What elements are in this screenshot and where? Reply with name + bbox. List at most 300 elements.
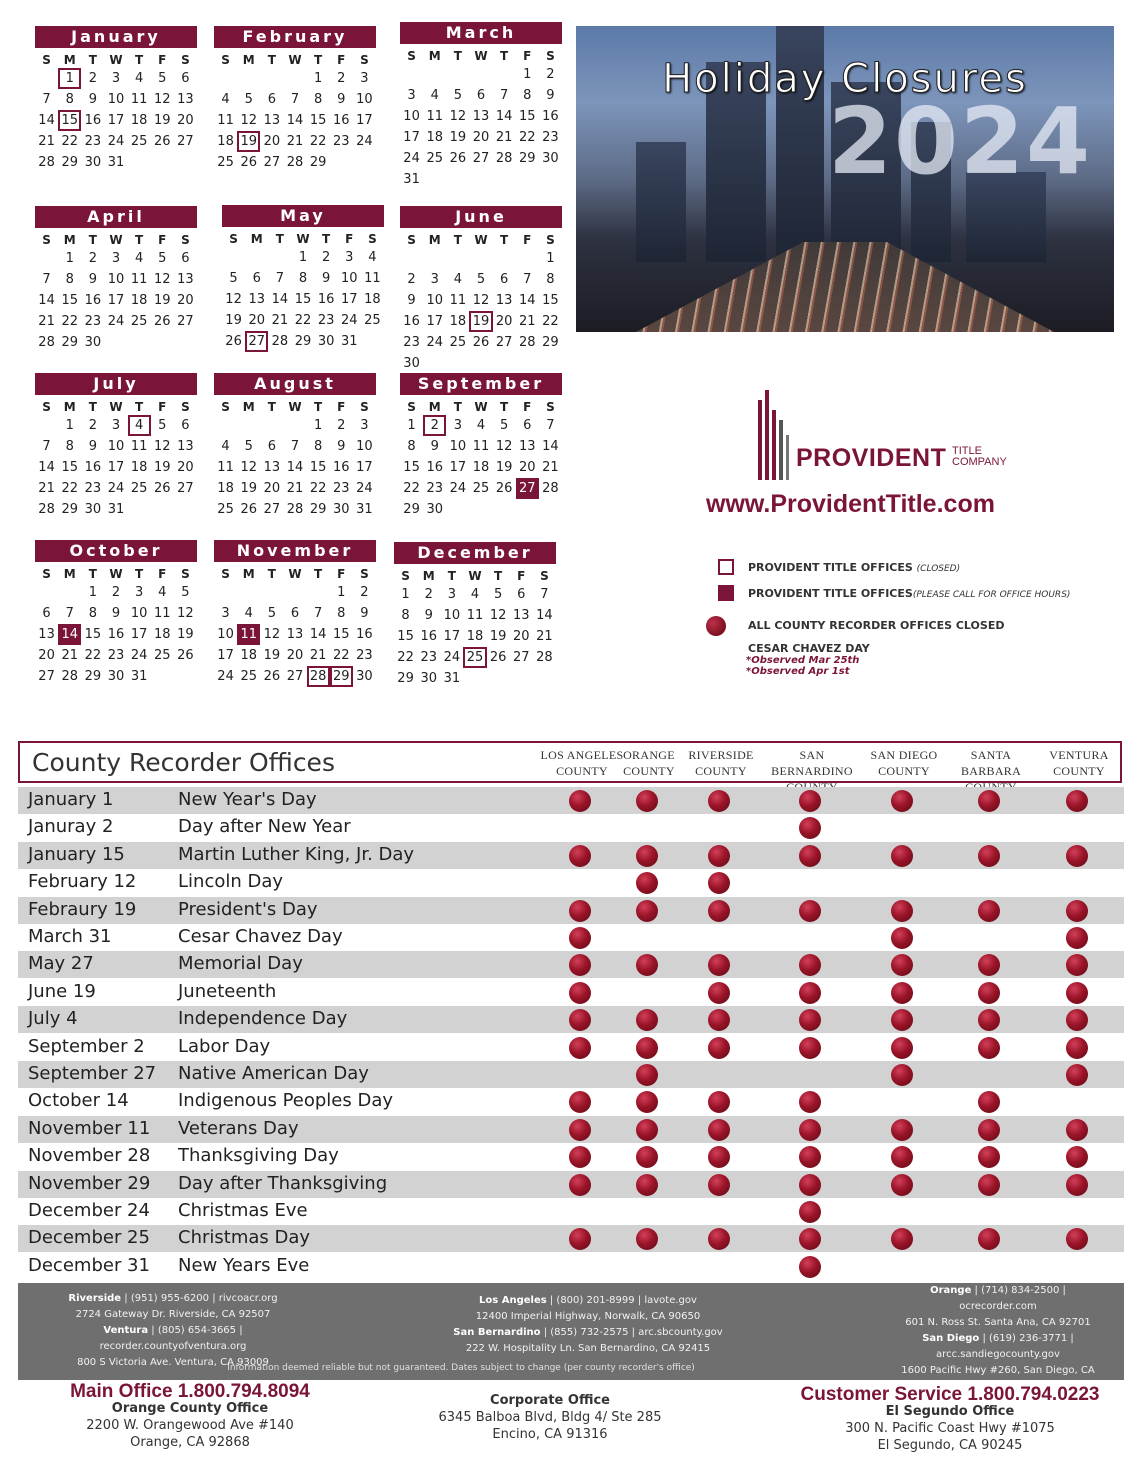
calendar-week (222, 268, 384, 289)
calendar-day: 4 (430, 88, 439, 103)
calendar-day: 24 (449, 481, 467, 496)
calendar-day: 11 (130, 439, 148, 454)
calendar-day: 28 (286, 502, 304, 517)
calendar-week (35, 311, 197, 332)
calendar-day: 10 (107, 272, 125, 287)
table-row (18, 1198, 1124, 1225)
holiday-name: Lincoln Day (178, 871, 284, 893)
calendar-day: 5 (499, 418, 509, 433)
calendar-day: 24 (107, 134, 125, 149)
calendar-day: 14 (536, 608, 553, 623)
calendar-day: 7 (65, 606, 74, 621)
calendar-day: 13 (177, 92, 194, 107)
month-title: February (214, 26, 376, 48)
calendar-week (35, 68, 197, 89)
closed-dot-icon (891, 982, 913, 1004)
calendar-day: 20 (177, 113, 194, 128)
calendar-day: 7 (499, 88, 509, 103)
calendar-day: 15 (84, 627, 102, 642)
calendar-day: 3 (345, 250, 354, 265)
calendar-day: 30 (426, 502, 443, 517)
calendar-day: 16 (426, 460, 443, 475)
table-row (18, 1116, 1124, 1143)
calendar-day: 20 (513, 629, 530, 644)
calendar-day: 31 (107, 155, 125, 170)
column-header: RIVERSIDE COUNTY (688, 748, 754, 778)
holiday-name: Cesar Chavez Day (178, 926, 343, 947)
calendar-day: 18 (426, 130, 443, 145)
calendar-day: 30 (333, 502, 350, 517)
calendar-day: 10 (107, 92, 125, 107)
calendar-day: 8 (298, 271, 308, 286)
calendar-day: 16 (107, 627, 125, 642)
calendar-day: 3 (447, 587, 456, 602)
calendar-day: 29 (309, 502, 327, 517)
calendar-day: 1 (58, 68, 81, 89)
closed-dot-icon (799, 817, 821, 839)
calendar-day: 28 (38, 155, 55, 170)
calendar-day: 5 (267, 606, 276, 621)
holiday-name: New Year's Day (178, 789, 317, 810)
calendar-day: 28 (271, 334, 289, 349)
calendar-day: 19 (469, 311, 492, 332)
calendar-day: 24 (443, 650, 461, 665)
calendar-day: 25 (240, 669, 257, 684)
calendar-day: 8 (65, 272, 74, 287)
calendar-day: 22 (309, 481, 327, 496)
calendar-day: 4 (470, 587, 480, 602)
calendar-day: 23 (542, 130, 559, 145)
calendar-day: 5 (229, 271, 238, 286)
calendar-day: 16 (333, 460, 350, 475)
closed-dot-icon (569, 900, 591, 922)
calendar-week (214, 415, 376, 436)
calendar-day: 3 (134, 585, 144, 600)
calendar-week (35, 582, 197, 603)
calendar-day: 21 (542, 460, 559, 475)
calendar-day: 18 (130, 460, 148, 475)
calendar-day: 17 (130, 627, 148, 642)
table-header (18, 741, 1122, 783)
column-header: SAN BERNARDINO (771, 748, 853, 778)
calendar-day: 28 (519, 335, 536, 350)
calendar-day: 17 (217, 648, 234, 663)
holiday-name: Christmas Day (178, 1227, 311, 1249)
calendar-day: 22 (309, 134, 327, 149)
month-title: January (35, 26, 197, 48)
calendar-day: 30 (403, 356, 420, 371)
calendar-day: 29 (403, 502, 420, 517)
red-dot-icon (706, 616, 726, 636)
calendar-day: 3 (407, 88, 416, 103)
calendar-day: 6 (267, 439, 276, 454)
calendar-day: 22 (519, 130, 536, 145)
holiday-name: New Years Eve (178, 1254, 310, 1276)
calendar-day: 17 (107, 460, 125, 475)
calendar-day: 14 (271, 292, 289, 307)
calendar-day: 19 (154, 460, 171, 475)
closed-dot-icon (978, 845, 1000, 867)
month-november (214, 540, 376, 687)
calendar-day: 9 (88, 272, 97, 287)
closed-dot-icon (891, 1037, 913, 1059)
closed-dot-icon (891, 1174, 913, 1196)
holiday-date: January 1 (28, 789, 114, 810)
weekday-header: S M T W T F S (407, 400, 555, 414)
calendar-day: 7 (42, 272, 51, 287)
calendar-day: 5 (244, 439, 253, 454)
closed-dot-icon (799, 845, 821, 867)
closed-dot-icon (636, 1174, 658, 1196)
calendar-day: 21 (61, 648, 78, 663)
calendar-day: 7 (42, 92, 51, 107)
closed-dot-icon (891, 790, 913, 812)
calendar-day: 23 (403, 335, 420, 350)
closed-dot-icon (569, 1174, 591, 1196)
calendar-day: 14 (286, 460, 304, 475)
calendar-week (400, 148, 562, 169)
closed-dot-icon (978, 1174, 1000, 1196)
calendar-day: 29 (61, 155, 78, 170)
calendar-day: 26 (495, 481, 513, 496)
calendar-day: 22 (333, 648, 350, 663)
calendar-day: 2 (337, 418, 346, 433)
calendar-day: 27 (513, 650, 530, 665)
closed-dot-icon (978, 1119, 1000, 1141)
calendar-day: 29 (542, 335, 559, 350)
legend-call: PROVIDENT TITLE OFFICES(PLEASE CALL FOR OFFICE HOURS) (718, 584, 1118, 610)
holiday-name: Veterans Day (178, 1117, 299, 1139)
closed-dot-icon (569, 1091, 591, 1113)
calendar-day: 25 (217, 502, 234, 517)
calendar-day: 4 (476, 418, 486, 433)
weekday-header: S M T W T F S (42, 233, 190, 247)
provident-logo (754, 388, 1034, 488)
closed-dot-icon (978, 1009, 1000, 1031)
table-row (18, 1143, 1124, 1170)
footer-mid: Los Angeles | (800) 201-8999 | lavote.gov 12400 Imperial Highway, Norwalk, CA 90650 San Bernardino | (855) 732-2575 | arc.sbcounty.gov 222 W. Hospitality Ln. San Bernardino, CA 92415 (453, 1295, 723, 1354)
calendar-day: 28 (38, 502, 55, 517)
calendar-day: 26 (154, 481, 171, 496)
calendar-day: 28 (61, 669, 78, 684)
calendar-day: 30 (84, 335, 102, 350)
closed-dot-icon (978, 1146, 1000, 1168)
calendar-day: 18 (472, 460, 490, 475)
calendar-week (214, 478, 376, 499)
calendar-week (400, 457, 562, 478)
calendar-day: 18 (130, 293, 148, 308)
calendar-day: 26 (154, 314, 171, 329)
calendar-day: 26 (449, 151, 467, 166)
calendar-day: 9 (337, 92, 346, 107)
closed-dot-icon (708, 900, 730, 922)
calendar-day: 17 (341, 292, 358, 307)
calendar-day: 19 (449, 130, 467, 145)
calendar-day: 19 (154, 113, 171, 128)
calendar-day: 24 (130, 648, 148, 663)
month-title: May (222, 205, 384, 227)
closed-dot-icon (891, 927, 913, 949)
calendar-day: 16 (84, 460, 102, 475)
calendar-day: 2 (546, 67, 555, 82)
month-february (214, 26, 376, 173)
closed-dot-icon (1066, 982, 1088, 1004)
closed-dot-icon (708, 790, 730, 812)
calendar-day: 14 (309, 627, 327, 642)
calendar-week (35, 131, 197, 152)
calendar-day: 17 (107, 293, 125, 308)
calendar-week (394, 584, 556, 605)
calendar-day: 22 (61, 481, 78, 496)
closed-dot-icon (978, 954, 1000, 976)
calendar-day: 3 (111, 71, 121, 86)
calendar-day: 1 (298, 250, 308, 265)
calendar-day: 27 (263, 502, 281, 517)
calendar-week (400, 106, 562, 127)
holiday-date: February 12 (28, 871, 137, 893)
calendar-day: 9 (546, 88, 555, 103)
calendar-day: 1 (407, 418, 416, 433)
county-contacts (18, 1283, 1124, 1380)
closed-dot-icon (1066, 900, 1088, 922)
calendar-day: 12 (240, 113, 257, 128)
calendar-day: 8 (313, 92, 323, 107)
calendar-day: 13 (263, 113, 281, 128)
closed-dot-icon (799, 900, 821, 922)
calendar-day: 1 (88, 585, 97, 600)
closed-dot-icon (708, 1091, 730, 1113)
holiday-name: Labor Day (178, 1035, 271, 1057)
closed-dot-icon (891, 1009, 913, 1031)
calendar-day: 17 (356, 113, 373, 128)
calendar-day: 13 (513, 608, 530, 623)
calendar-week (214, 624, 376, 645)
calendar-day: 26 (240, 502, 257, 517)
filled-box-icon (718, 585, 734, 601)
weekday-header: S M T W T F S (407, 233, 555, 247)
calendar-day: 23 (356, 648, 373, 663)
calendar-day: 3 (111, 251, 121, 266)
calendar-day: 24 (356, 481, 373, 496)
calendar-day: 15 (333, 627, 350, 642)
calendar-day: 9 (337, 439, 346, 454)
calendar-week (214, 131, 376, 152)
calendar-day: 12 (154, 92, 171, 107)
calendar-day: 17 (426, 314, 443, 329)
holiday-date: December 31 (28, 1254, 150, 1276)
calendar-week (394, 626, 556, 647)
closed-dot-icon (708, 1009, 730, 1031)
calendar-week (222, 331, 384, 352)
calendar-day: 7 (42, 439, 51, 454)
calendar-day: 28 (542, 481, 559, 496)
calendar-day: 10 (130, 606, 148, 621)
closed-dot-icon (569, 927, 591, 949)
calendar-week (35, 457, 197, 478)
holiday-name: Independence Day (178, 1008, 348, 1030)
calendar-week (400, 248, 562, 269)
calendar-week (35, 152, 197, 173)
closed-dot-icon (1066, 790, 1088, 812)
holiday-date: Januray 2 (28, 816, 114, 838)
calendar-day: 7 (275, 271, 284, 286)
month-may (222, 205, 384, 352)
table-title: County Recorder Offices (32, 748, 335, 777)
closed-dot-icon (708, 982, 730, 1004)
calendar-day: 5 (493, 587, 503, 602)
calendar-day: 11 (364, 271, 381, 286)
calendar-week (214, 152, 376, 173)
calendar-day: 13 (519, 439, 536, 454)
closed-dot-icon (1066, 927, 1088, 949)
calendar-day: 12 (154, 439, 171, 454)
calendar-week (222, 289, 384, 310)
closed-dot-icon (636, 1091, 658, 1113)
closed-dot-icon (799, 1091, 821, 1113)
calendar-day: 26 (263, 669, 281, 684)
website-link[interactable]: www.ProvidentTitle.com (706, 490, 995, 518)
column-header: ORANGE COUNTY (623, 748, 675, 778)
calendar-day: 27 (495, 335, 513, 350)
calendar-day: 29 (397, 671, 414, 686)
closed-dot-icon (1066, 1119, 1088, 1141)
calendar-day: 20 (286, 648, 304, 663)
calendar-day: 15 (519, 109, 536, 124)
calendar-week (35, 645, 197, 666)
calendar-week (400, 127, 562, 148)
calendar-day: 20 (263, 134, 281, 149)
calendar-week (214, 645, 376, 666)
calendar-day: 29 (84, 669, 102, 684)
closed-dot-icon (978, 900, 1000, 922)
legend-observed-2: *Observed Apr 1st (746, 666, 850, 677)
customer-service: Customer Service 1.800.794.0223 El Segundo Office 300 N. Pacific Coast Hwy #1075 El Segundo, CA 90245 (780, 1386, 1120, 1454)
calendar-day: 14 (58, 624, 81, 645)
table-row (18, 951, 1124, 978)
table-row (18, 1171, 1124, 1198)
calendar-day: 23 (333, 481, 350, 496)
calendar-day: 10 (107, 439, 125, 454)
weekday-header: S M T W T F S (407, 49, 555, 63)
calendar-day: 3 (111, 418, 121, 433)
calendar-day: 1 (401, 587, 410, 602)
calendar-day: 20 (263, 481, 281, 496)
legend (718, 558, 1118, 677)
closed-dot-icon (708, 1174, 730, 1196)
calendar-day: 25 (472, 481, 490, 496)
calendar-day: 15 (61, 460, 78, 475)
table-row (18, 1088, 1124, 1115)
calendar-week (400, 85, 562, 106)
calendar-day: 6 (181, 71, 190, 86)
calendar-day: 28 (38, 335, 55, 350)
calendar-day: 19 (177, 627, 194, 642)
calendar-day: 1 (65, 418, 74, 433)
calendar-week (35, 248, 197, 269)
closed-dot-icon (569, 1146, 591, 1168)
weekday-header: S M T W T F S (42, 567, 190, 581)
holiday-name: Christmas Eve (178, 1200, 308, 1221)
calendar-week (35, 478, 197, 499)
calendar-day: 5 (158, 71, 167, 86)
calendar-day: 18 (217, 481, 234, 496)
calendar-week (400, 311, 562, 332)
calendar-day: 21 (271, 313, 289, 328)
calendar-day: 15 (61, 293, 78, 308)
calendar-day: 29 (519, 151, 536, 166)
calendar-day: 21 (286, 481, 304, 496)
closed-dot-icon (978, 790, 1000, 812)
calendar-day: 10 (356, 439, 373, 454)
calendar-day: 24 (217, 669, 234, 684)
weekday-header: S M T W T F S (401, 569, 549, 583)
calendar-day: 25 (449, 335, 467, 350)
calendar-day: 4 (221, 439, 230, 454)
calendar-day: 18 (364, 292, 381, 307)
closed-dot-icon (1066, 1174, 1088, 1196)
calendar-day: 8 (313, 439, 323, 454)
calendar-day: 14 (38, 460, 55, 475)
calendar-day: 1 (546, 251, 555, 266)
calendar-day: 27 (177, 134, 194, 149)
calendar-day: 1 (313, 418, 323, 433)
calendar-day: 16 (317, 292, 335, 307)
calendar-day: 18 (449, 314, 467, 329)
calendar-day: 13 (263, 460, 281, 475)
calendar-day: 8 (523, 88, 532, 103)
calendar-day: 20 (177, 293, 194, 308)
calendar-day: 24 (426, 335, 443, 350)
calendar-week (214, 436, 376, 457)
closed-dot-icon (978, 982, 1000, 1004)
weekday-header: S M T W T F S (221, 400, 369, 414)
closed-dot-icon (569, 1228, 591, 1250)
calendar-day: 19 (263, 648, 281, 663)
holiday-date: November 28 (28, 1145, 151, 1167)
calendar-day: 28 (286, 155, 304, 170)
calendar-week (400, 269, 562, 290)
holiday-name: Martin Luther King, Jr. Day (178, 843, 415, 865)
calendar-day: 15 (309, 460, 327, 475)
calendar-day: 7 (540, 587, 549, 602)
calendar-day: 18 (154, 627, 171, 642)
corporate-office: Corporate Office 6345 Balboa Blvd, Bldg 4/ Ste 285 Encino, CA 91316 (438, 1393, 662, 1442)
calendar-week (214, 603, 376, 624)
calendar-day: 14 (38, 113, 55, 128)
calendar-day: 2 (111, 585, 121, 600)
calendar-day: 23 (84, 314, 102, 329)
calendar-day: 5 (476, 272, 486, 287)
calendar-day: 1 (313, 71, 323, 86)
closed-dot-icon (708, 872, 730, 894)
calendar-day: 26 (472, 335, 490, 350)
calendar-day: 11 (237, 624, 260, 645)
holiday-date: December 24 (28, 1200, 150, 1221)
calendar-day: 15 (403, 460, 420, 475)
calendar-day: 5 (158, 418, 167, 433)
calendar-day: 6 (42, 606, 51, 621)
calendar-day: 13 (286, 627, 304, 642)
holiday-date: November 29 (28, 1172, 151, 1194)
calendar-day: 25 (217, 155, 234, 170)
calendar-day: 24 (403, 151, 420, 166)
month-title: June (400, 206, 562, 228)
closed-dot-icon (799, 1228, 821, 1250)
month-title: July (35, 373, 197, 395)
calendar-day: 26 (225, 334, 242, 349)
calendar-day: 30 (107, 669, 125, 684)
calendar-day: 2 (407, 272, 416, 287)
